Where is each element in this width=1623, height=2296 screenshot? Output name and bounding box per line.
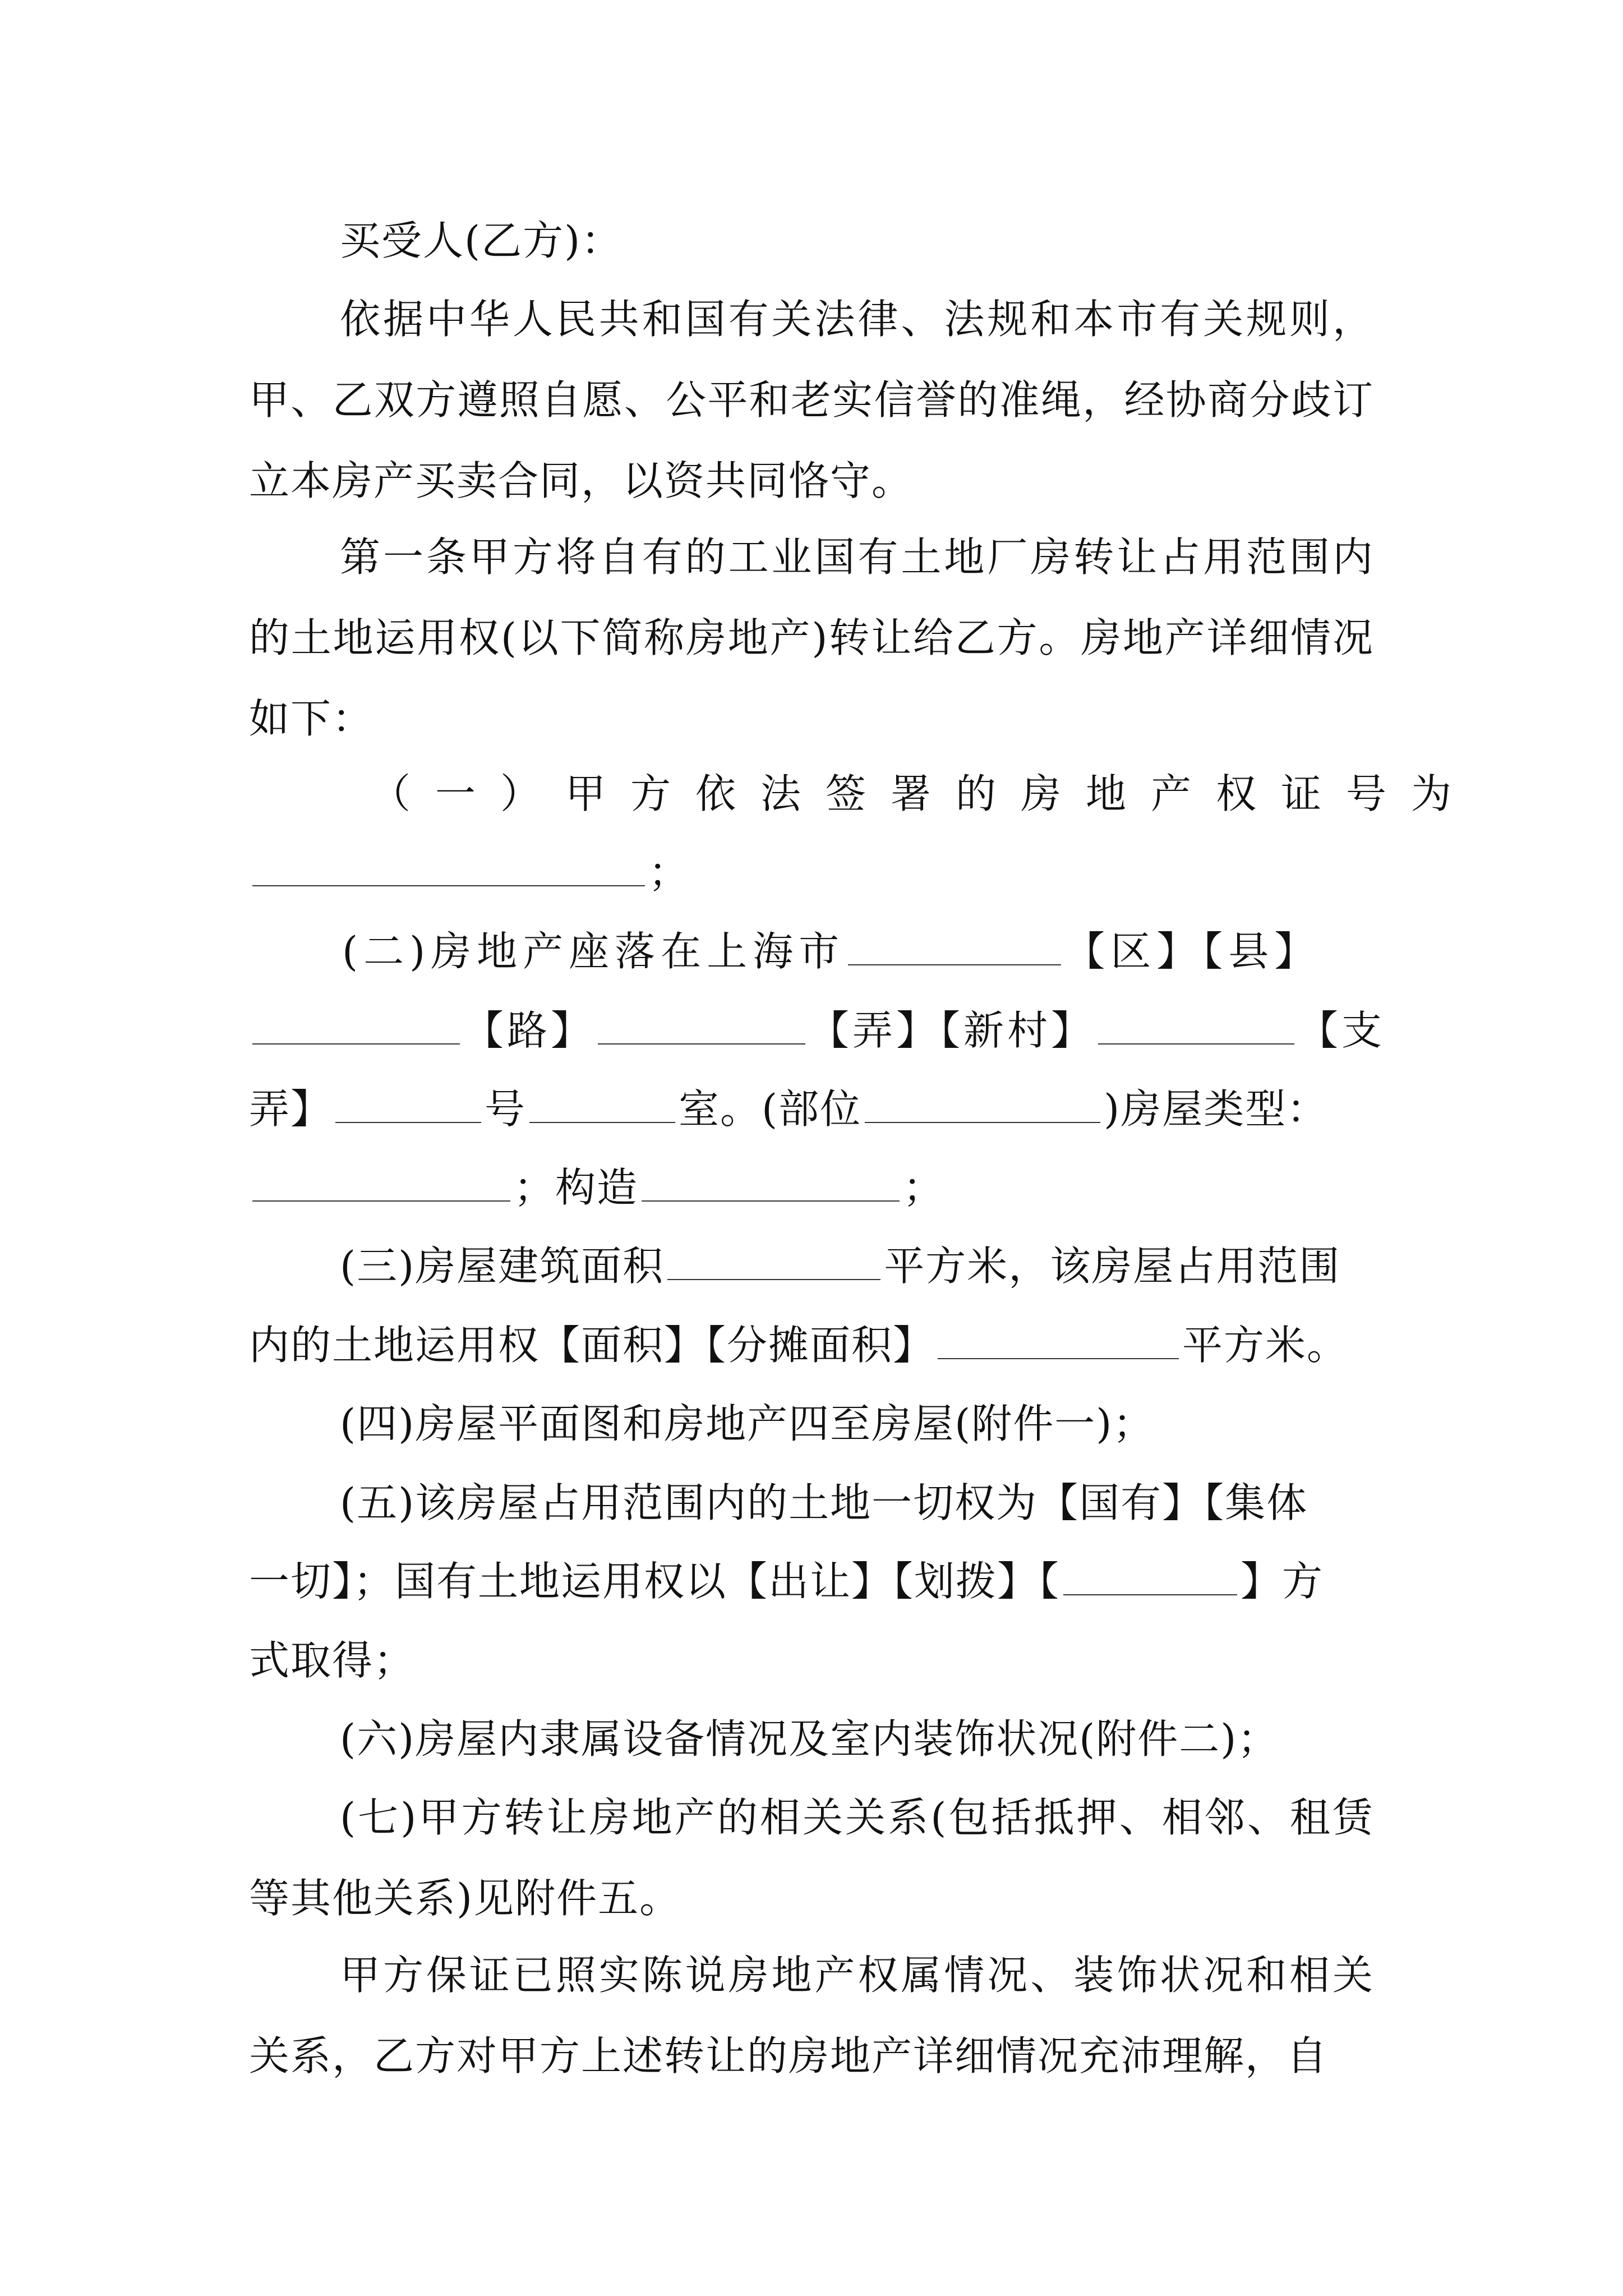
item-1-line2: ； <box>249 832 690 913</box>
item-3-line1: (三)房屋建筑面积 平方米，该房屋占用范围 <box>340 1243 1341 1290</box>
article-one-paragraph: 第一条甲方将自有的工业国有土地厂房转让占用范围内的土地运用权(以下简称房地产)转让给乙方。房地产详细情况如下： <box>249 533 1374 742</box>
item-5-line2: 一切】；国有土地运用权以【出让】【划拨】【 】方 <box>249 1558 1324 1605</box>
item-2-line4: ；构造 ； <box>249 1147 944 1228</box>
blank-road[interactable] <box>252 1043 460 1045</box>
warranty-paragraph: 甲方保证已照实陈说房地产权属情况、装饰状况和相关关系，乙方对甲方上述转让的房地产详细情况充沛理解，自 <box>249 1952 1374 2079</box>
blank-position[interactable] <box>865 1121 1100 1123</box>
blank-city-district[interactable] <box>848 964 1061 965</box>
blank-house-number[interactable] <box>335 1121 481 1123</box>
buyer-party-label: 买受人(乙方)： <box>340 217 623 264</box>
item-5-line3: 式取得； <box>249 1637 416 1684</box>
blank-lane[interactable] <box>598 1043 805 1045</box>
blank-acquisition-method[interactable] <box>1063 1594 1237 1595</box>
preamble-paragraph: 依据中华人民共和国有关法律、法规和本市有关规则，甲、乙双方遵照自愿、公平和老实信誉的准绳，经协商分歧订立本房产买卖合同，以资共同恪守。 <box>249 296 1374 504</box>
blank-land-area[interactable] <box>938 1358 1179 1359</box>
item-2-line2: 【路】 【弄】【新村】 【支 <box>249 990 1385 1071</box>
blank-room-number[interactable] <box>529 1121 675 1123</box>
item-4-line: (四)房屋平面图和房地产四至房屋(附件一)； <box>340 1400 1155 1447</box>
blank-floor-area[interactable] <box>667 1278 880 1280</box>
blank-branch-lane[interactable] <box>1098 1043 1294 1045</box>
item-3-line2: 内的土地运用权【面积】【分摊面积】 平方米。 <box>249 1322 1349 1369</box>
item-2-line1: (二)房地产座落在上海市 【区】【县】 <box>342 928 1321 975</box>
blank-certificate-number[interactable] <box>252 885 645 886</box>
item-2-line3: 弄】 号 室。(部位 )房屋类型： <box>249 1085 1329 1133</box>
item-7-paragraph: (七)甲方转让房地产的相关关系(包括抵押、相邻、租赁等其他关系)见附件五。 <box>249 1794 1374 1922</box>
blank-structure[interactable] <box>642 1200 900 1202</box>
item-1-heading: （一）甲方依法签署的房地产权证号为 <box>370 770 1477 817</box>
item-6-line: (六)房屋内隶属设备情况及室内装饰状况(附件二)； <box>340 1715 1279 1763</box>
blank-house-type[interactable] <box>252 1200 510 1202</box>
item-5-line1: (五)该房屋占用范围内的土地一切权为【国有】【集体 <box>340 1479 1308 1526</box>
